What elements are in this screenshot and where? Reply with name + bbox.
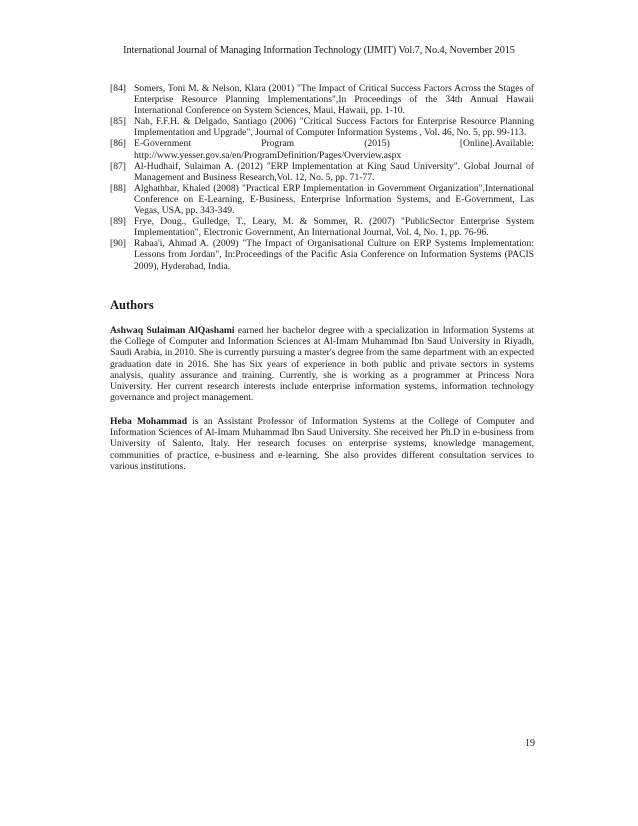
reference-text: Alghathbar, Khaled (2008) "Practical ERP Implementation in Government Organization",International Conference on E-Learning, E-Business, Enterprise Information Systems, and E-Government, Las Vegas, USA, pp. 343-349. — [134, 182, 534, 217]
reference-text: Nah, F.F.H. & Delgado, Santiago (2006) "Critical Success Factors for Enterprise Resource Planning Implementation and Upgrade", Journal of Computer Information Systems , Vol. 46, No. 5, pp. 99-113. — [134, 116, 534, 139]
reference-text: Frye, Doug., Gulledge, T., Leary, M. & Sommer, R. (2007) "PublicSector Enterprise System Implementation", Electronic Government, An International Journal, Vol. 4, No. 1, pp. 76-96. — [134, 216, 534, 239]
reference-text: Somers, Toni M. & Nelson, Klara (2001) "The Impact of Critical Success Factors Across the Stages of Enterprise Resource Planning Implementations",In Proceedings of the 34th Annual Hawaii International Conference on System Sciences, Maui, Hawaii, pp. 1-10. — [134, 83, 534, 117]
reference-number: [90] — [110, 238, 126, 250]
author-bio — [110, 416, 534, 472]
reference-entry — [110, 238, 534, 271]
reference-entry — [110, 216, 534, 238]
author-bio-text: earned her bachelor degree with a specialization in Information Systems at the College of Computer and Information Sciences at Al-Imam Muhammad Ibn Saud University in Riyadh, Saudi Arabia, in 2010. She is currently pursuing a master's degree from the same department with an expected graduation date in 2016. She has Six years of experience in both public and private sectors in systems analysis, quality assurance and training. Currently, she is working as a programmer at Princess Nora University. Her current research interests include enterprise information systems, information technology governance and project management. — [110, 325, 534, 404]
page-number: 19 — [525, 738, 535, 749]
reference-text: Al-Hudhaif, Sulaiman A. (2012) "ERP Implementation at King Saud University". Global Journal of Management and Business Research,Vol. 12, No. 5, pp. 71-77. — [134, 160, 534, 183]
reference-entry — [110, 83, 534, 116]
reference-entry — [110, 138, 534, 160]
reference-list — [110, 83, 534, 272]
running-head: International Journal of Managing Information Technology (IJMIT) Vol.7, No.4, November 2015 — [123, 45, 515, 56]
author-name: Ashwaq Sulaiman AlQashami — [110, 325, 235, 336]
reference-number: [84] — [110, 83, 126, 94]
reference-number: [87] — [110, 160, 126, 172]
reference-entry — [110, 116, 534, 138]
author-bio — [110, 325, 534, 403]
reference-number: [88] — [110, 182, 126, 194]
reference-text: E-Government Program (2015) [Online].Available: http://www.yesser.gov.sa/en/ProgramDefinition/Pages/Overview.aspx — [134, 138, 534, 161]
reference-entry — [110, 161, 534, 183]
reference-number: [86] — [110, 138, 126, 150]
section-heading-authors: Authors — [110, 298, 154, 312]
reference-entry — [110, 183, 534, 216]
author-name: Heba Mohammad — [110, 416, 188, 427]
reference-number: [89] — [110, 216, 126, 228]
reference-number: [85] — [110, 116, 126, 128]
reference-text: Rabaa'i, Ahmad A. (2009) "The Impact of Organisational Culture on ERP Systems Implementation: Lessons from Jordan", In:Proceedings of the Pacific Asia Conference on Information Systems (PACIS 2009), Hyderabad, India. — [134, 238, 534, 272]
author-bio-text: is an Assistant Professor of Information Systems at the College of Computer and Information Sciences of Al-Imam Muhammad Ibn Saud University. She received her Ph.D in e-business from University of Salento, Italy. Her research focuses on enterprise systems, knowledge management, communities of practice, e-business and e-learning. She also provides different consultation services to various institutions. — [110, 416, 534, 472]
